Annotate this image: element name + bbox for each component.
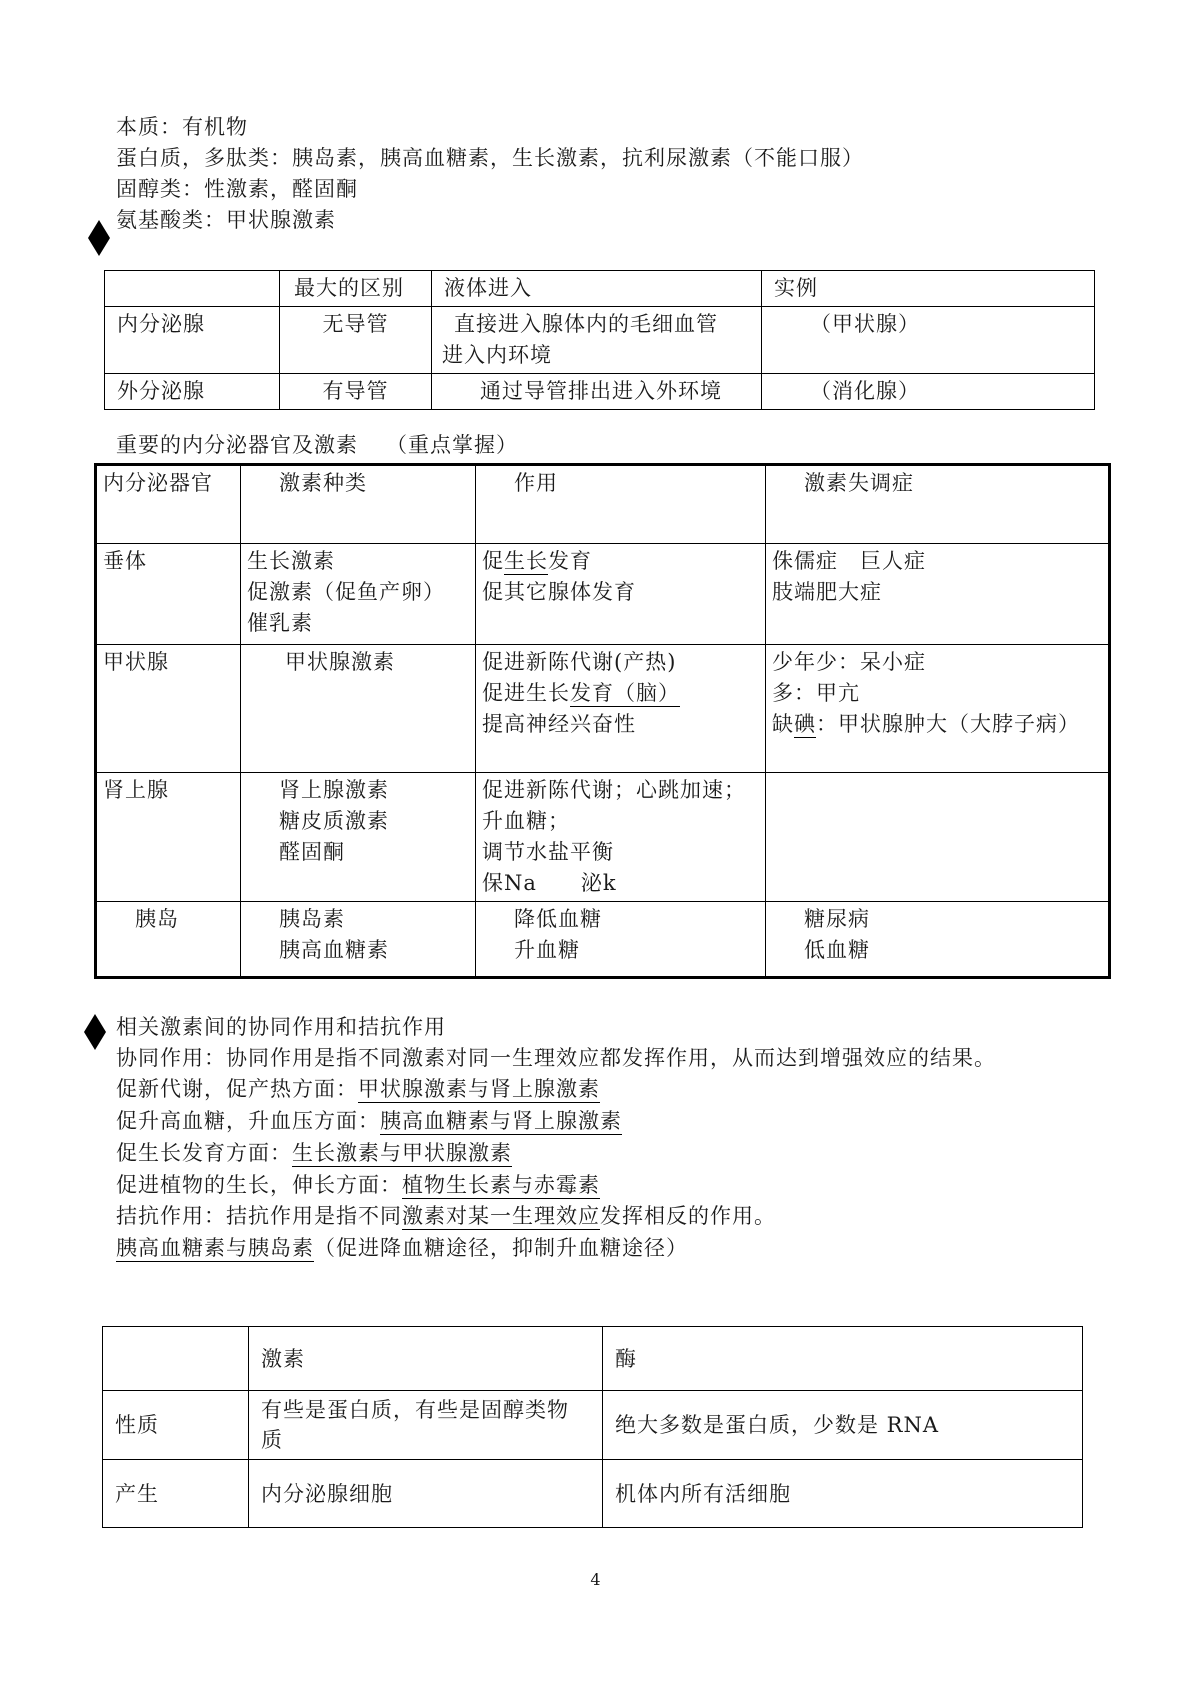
cell-line: 促其它腺体发育 [482,580,636,604]
text-span: 促生长发育方面： [116,1141,292,1165]
cell-line: 进入内环境 [442,343,552,367]
interaction-title: 相关激素间的协同作用和拮抗作用 [116,1015,446,1039]
table-cell: 垂体 [96,544,241,645]
table-row [103,1327,1083,1391]
table-cell: （消化腺） [762,374,1095,410]
cell-line: 有些是蛋白质，有些是固醇类物 [261,1398,569,1422]
table-cell [476,902,766,978]
cell-line: 肢端肥大症 [772,580,882,604]
cell-line: 甲状腺激素 [285,650,395,674]
table-cell: 内分泌腺 [105,307,280,374]
table-cell [476,544,766,645]
cell-line: 升血糖 [514,938,580,962]
table-row [96,645,1110,773]
cell-line: 促进新陈代谢；心跳加速； [482,778,746,802]
underlined-text: 碘 [794,712,816,736]
table-cell: 通过导管排出进入外环境 [432,374,762,410]
underlined-text: 激素对某一生理效应 [402,1204,600,1228]
cell-line: 保Na 泌k [482,871,617,895]
gland-table [104,270,1095,410]
underlined-text: 发育（脑） [570,681,680,705]
page-number: 4 [590,1570,601,1589]
table-cell: 绝大多数是蛋白质，少数是 RNA [603,1391,1083,1460]
cell-line: 升血糖； [482,809,570,833]
underlined-text: 甲状腺激素与肾上腺激素 [358,1077,600,1101]
table-cell [476,645,766,773]
section-title [116,430,518,460]
intro-line-steroid: 固醇类：性激素，醛固酮 [116,177,358,201]
hormone-enzyme-table [102,1326,1083,1528]
table-row [103,1391,1083,1460]
table-cell [432,307,762,374]
text-span: 发挥相反的作用。 [600,1204,776,1228]
cell-line [482,678,759,709]
cell-line [482,546,759,577]
synergy-definition: 协同作用：协同作用是指不同激素对同一生理效应都发挥作用，从而达到增强效应的结果。 [116,1046,996,1070]
antagonism-definition [116,1201,776,1231]
header-cell: 作用 [476,465,766,544]
cell-line: 多：甲亢 [772,681,860,705]
intro-line-amino: 氨基酸类：甲状腺激素 [116,208,336,232]
cell-line: 质 [261,1428,283,1452]
cell-line: 醛固酮 [279,840,345,864]
text-span: ：甲状腺肿大（大脖子病） [816,712,1080,736]
table-row [105,271,1095,307]
table-cell: 胰岛 [96,902,241,978]
cell-line: 降低血糖 [514,907,602,931]
cell-line: 催乳素 [247,611,313,635]
section-title-text: 重要的内分泌器官及激素 [116,433,358,457]
intro-line-nature: 本质：有机物 [116,115,248,139]
table-cell [766,544,1110,645]
cell-line: 肾上腺激素 [279,778,389,802]
endocrine-organ-table [94,463,1111,979]
table-cell: 内分泌腺细胞 [249,1460,603,1528]
text-span: 缺 [772,712,794,736]
synergy-example [116,1170,600,1200]
cell-line: 糖皮质激素 [279,809,389,833]
cell-line: 糖尿病 [804,907,870,931]
synergy-example [116,1138,512,1168]
header-cell: 激素种类 [241,465,476,544]
table-cell [766,773,1110,902]
cell-line: 促激素（促鱼产卵） [247,580,445,604]
cell-line: 少年少：呆小症 [772,650,926,674]
underlined-text: 植物生长素与赤霉素 [402,1173,600,1197]
cell-line: 生长激素 [247,549,335,573]
header-cell: 酶 [603,1327,1083,1391]
table-row [105,307,1095,374]
header-cell: 激素 [249,1327,603,1391]
cell-line: 调节水盐平衡 [482,840,614,864]
text-span: 促 [482,549,504,573]
table-cell [476,773,766,902]
table-cell: 性质 [103,1391,249,1460]
table-cell: 外分泌腺 [105,374,280,410]
text-span: 发育 [548,549,592,573]
table-row [96,544,1110,645]
header-cell: 液体进入 [432,271,762,307]
cell-line: 提高神经兴奋性 [482,712,636,736]
header-cell [105,271,280,307]
table-row [96,773,1110,902]
antagonism-example [116,1233,688,1263]
table-cell: （甲状腺） [762,307,1095,374]
table-cell [766,645,1110,773]
cell-line: 直接进入腺体内的毛细血管 [454,312,718,336]
header-cell [103,1327,249,1391]
synergy-example [116,1074,600,1104]
table-cell: 肾上腺 [96,773,241,902]
header-cell: 实例 [762,271,1095,307]
table-cell [241,645,476,773]
table-row [105,374,1095,410]
synergy-example [116,1106,622,1136]
table-cell [249,1391,603,1460]
cell-line: 低血糖 [804,938,870,962]
text-span: 促进生长 [482,681,570,705]
underlined-text: 胰高血糖素与胰岛素 [116,1236,314,1260]
table-row [103,1460,1083,1528]
cell-line: 胰高血糖素 [279,938,389,962]
text-span: 促新代谢，促产热方面： [116,1077,358,1101]
text-span: （促进降血糖途径，抑制升血糖途径） [314,1236,688,1260]
intro-line-protein: 蛋白质，多肽类：胰岛素，胰高血糖素，生长激素，抗利尿激素（不能口服） [116,146,864,170]
text-span: 拮抗作用：拮抗作用是指不同 [116,1204,402,1228]
table-cell: 无导管 [280,307,432,374]
table-cell [241,544,476,645]
table-cell [241,902,476,978]
table-cell [766,902,1110,978]
section-title-note: （重点掌握） [386,433,518,457]
cell-line: 侏儒症 巨人症 [772,549,926,573]
underlined-text: 胰高血糖素与肾上腺激素 [380,1109,622,1133]
underlined-text: 生长激素与甲状腺激素 [292,1141,512,1165]
table-cell [241,773,476,902]
table-row [96,902,1110,978]
underlined-text: 生长 [504,549,548,573]
header-cell: 最大的区别 [280,271,432,307]
cell-line: 胰岛素 [279,907,345,931]
table-cell: 产生 [103,1460,249,1528]
header-cell: 内分泌器官 [96,465,241,544]
table-cell: 甲状腺 [96,645,241,773]
table-cell: 有导管 [280,374,432,410]
cell-line [772,709,1102,740]
header-cell: 激素失调症 [766,465,1110,544]
text-span: 促进植物的生长，伸长方面： [116,1173,402,1197]
table-row [96,465,1110,544]
cell-line: 促进新陈代谢(产热) [482,650,677,674]
text-span: 促升高血糖，升血压方面： [116,1109,380,1133]
table-cell: 机体内所有活细胞 [603,1460,1083,1528]
